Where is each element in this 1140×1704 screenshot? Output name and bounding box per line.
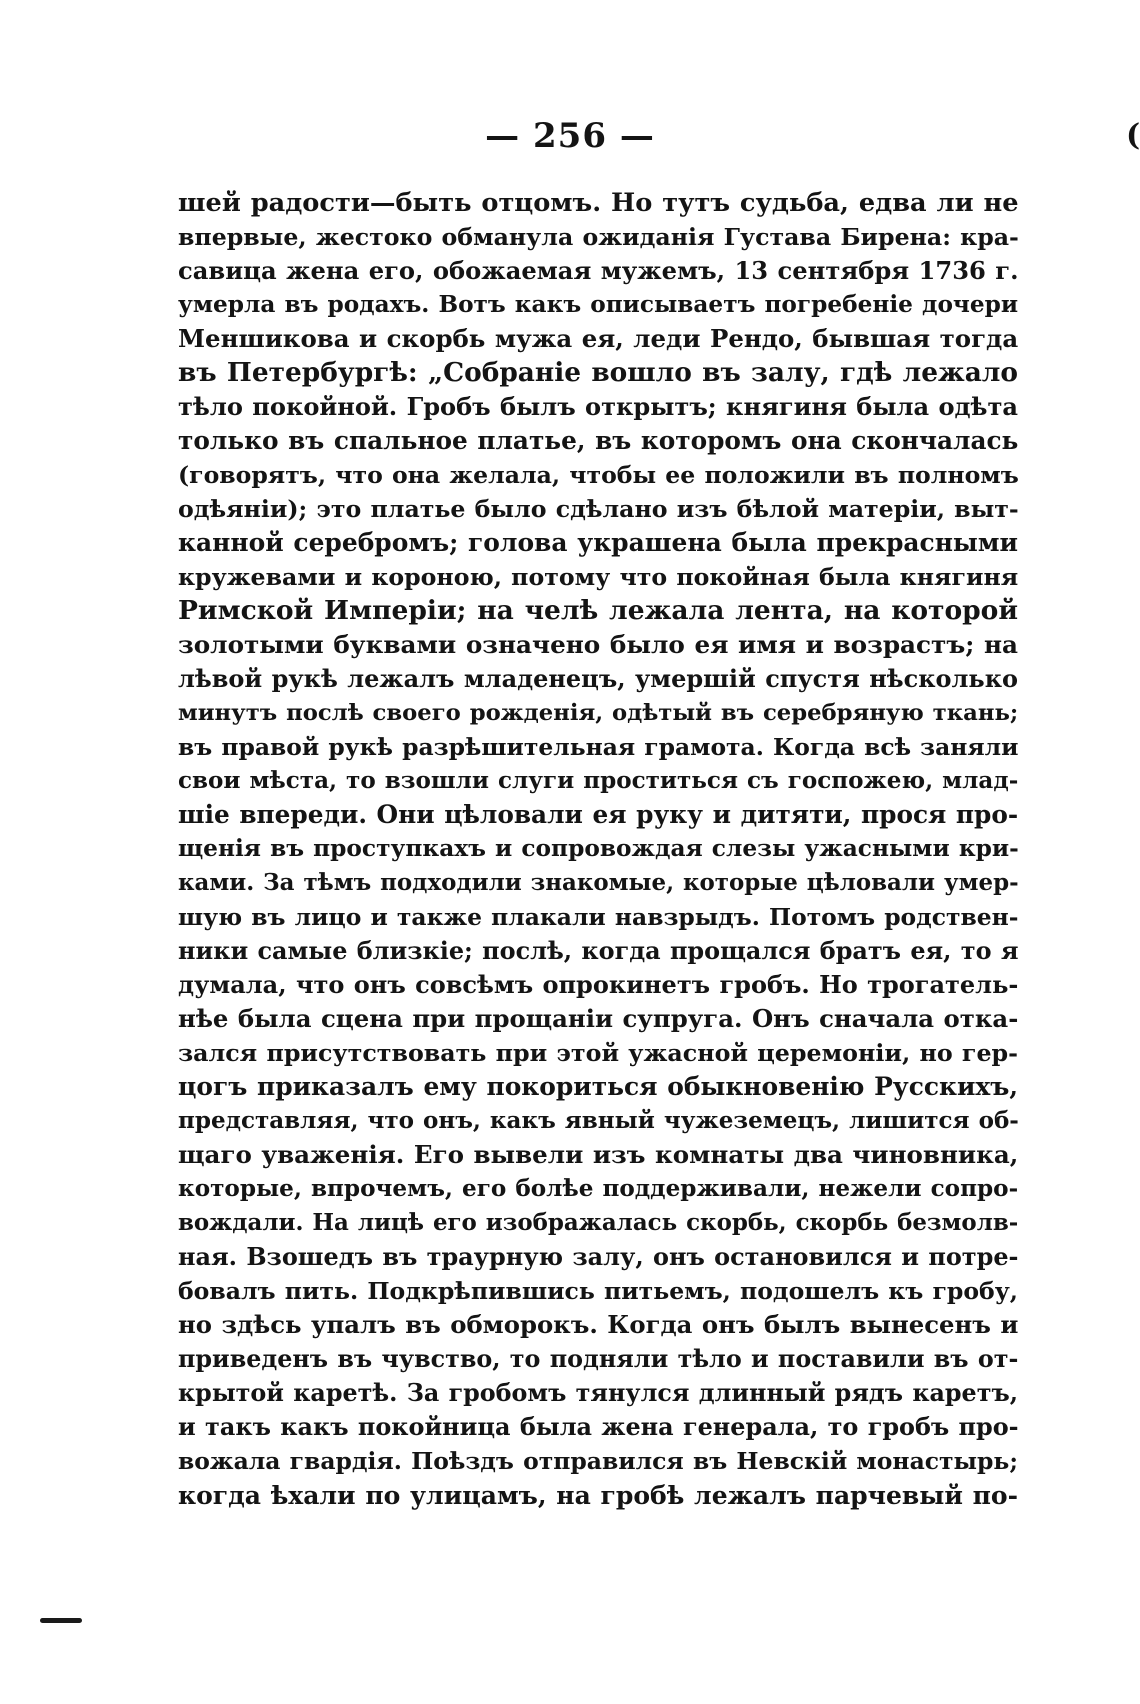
text-line: ками. За тѣмъ подходили знакомые, которые цѣловали умер- — [178, 869, 1019, 896]
text-line: въ Петербургѣ: „Собраніе вошло въ залу, гдѣ лежало — [178, 357, 1018, 388]
text-line: шіе впереди. Они цѣловали ея руку и дитяти, прося про- — [178, 800, 1019, 829]
margin-mark: ( — [1126, 118, 1140, 153]
text-line: бовалъ пить. Подкрѣпившись питьемъ, подошелъ къ гробу, — [178, 1277, 1018, 1305]
text-line: кружевами и короною, потому что покойная была княгиня — [178, 563, 1019, 591]
text-line: золотыми буквами означено было ея имя и возрастъ; на — [178, 630, 1018, 659]
text-line: минутъ послѣ своего рожденія, одѣтый въ серебряную ткань; — [178, 700, 1019, 726]
text-line: лѣвой рукѣ лежалъ младенецъ, умершій спустя нѣсколько — [178, 664, 1018, 693]
text-line: въ правой рукѣ разрѣшительная грамота. Когда всѣ заняли — [178, 733, 1019, 761]
text-line: одѣяніи); это платье было сдѣлано изъ бѣлой матеріи, выт- — [178, 495, 1019, 523]
text-line: нѣе была сцена при прощаніи супруга. Онъ сначала отка- — [178, 1004, 1019, 1033]
text-line: вождали. На лицѣ его изображалась скорбь, скорбь безмолв- — [178, 1209, 1019, 1236]
text-line: ная. Взошедъ въ траурную залу, онъ остановился и потре- — [178, 1243, 1019, 1271]
text-line: умерла въ родахъ. Вотъ какъ описываетъ погребеніе дочери — [178, 291, 1019, 318]
text-line: представляя, что онъ, какъ явный чужеземецъ, лишится об- — [178, 1107, 1019, 1134]
text-line: щаго уваженія. Его вывели изъ комнаты два чиновника, — [178, 1140, 1019, 1169]
text-line: но здѣсь упалъ въ обморокъ. Когда онъ былъ вынесенъ и — [178, 1310, 1019, 1339]
text-line: Меншикова и скорбь мужа ея, леди Рендо, бывшая тогда — [178, 324, 1019, 353]
text-line: только въ спальное платье, въ которомъ она скончалась — [178, 426, 1019, 455]
margin-dash — [40, 1618, 82, 1623]
text-line: тѣло покойной. Гробъ былъ открытъ; княгиня была одѣта — [178, 392, 1018, 421]
text-line: ники самые близкіе; послѣ, когда прощался братъ ея, то я — [178, 937, 1019, 965]
text-line: зался присутствовать при этой ужасной церемоніи, но гер- — [178, 1039, 1018, 1067]
text-line: щенія въ проступкахъ и сопровождая слезы ужасными кри- — [178, 835, 1019, 862]
text-line: думала, что онъ совсѣмъ опрокинетъ гробъ. Но трогатель- — [178, 970, 1019, 999]
page-number: — 256 — — [485, 116, 655, 156]
text-line: канной серебромъ; голова украшена была прекрасными — [178, 528, 1018, 557]
text-line: приведенъ въ чувство, то подняли тѣло и поставили въ от- — [178, 1345, 1019, 1373]
text-line: савица жена его, обожаемая мужемъ, 13 сентября 1736 г. — [178, 256, 1019, 285]
text-line: крытой каретѣ. За гробомъ тянулся длинный рядъ каретъ, — [178, 1379, 1018, 1407]
text-line: цогъ приказалъ ему покориться обыкновенію Русскихъ, — [178, 1072, 1018, 1101]
body-text — [178, 186, 1018, 1512]
text-line: когда ѣхали по улицамъ, на гробѣ лежалъ парчевый по- — [178, 1480, 1018, 1510]
text-line: и такъ какъ покойница была жена генерала, то гробъ про- — [178, 1413, 1019, 1441]
text-line: впервые, жестоко обманула ожиданія Густава Бирена: кра- — [178, 223, 1019, 251]
text-line: Римской Имперіи; на челѣ лежала лента, на которой — [178, 595, 1018, 626]
text-line: которые, впрочемъ, его болѣе поддерживали, нежели сопро- — [178, 1175, 1019, 1202]
text-line: шей радости—быть отцомъ. Но тутъ судьба, едва ли не — [178, 188, 1019, 218]
text-line: (говорятъ, что она желала, чтобы ее положили въ полномъ — [178, 461, 1019, 489]
text-line: вожала гвардія. Поѣздъ отправился въ Невскій монастырь; — [178, 1447, 1018, 1475]
text-line: шую въ лицо и также плакали навзрыдъ. Потомъ родствен- — [178, 903, 1019, 931]
text-line: свои мѣста, то взошли слуги проститься съ госпожею, млад- — [178, 767, 1019, 794]
